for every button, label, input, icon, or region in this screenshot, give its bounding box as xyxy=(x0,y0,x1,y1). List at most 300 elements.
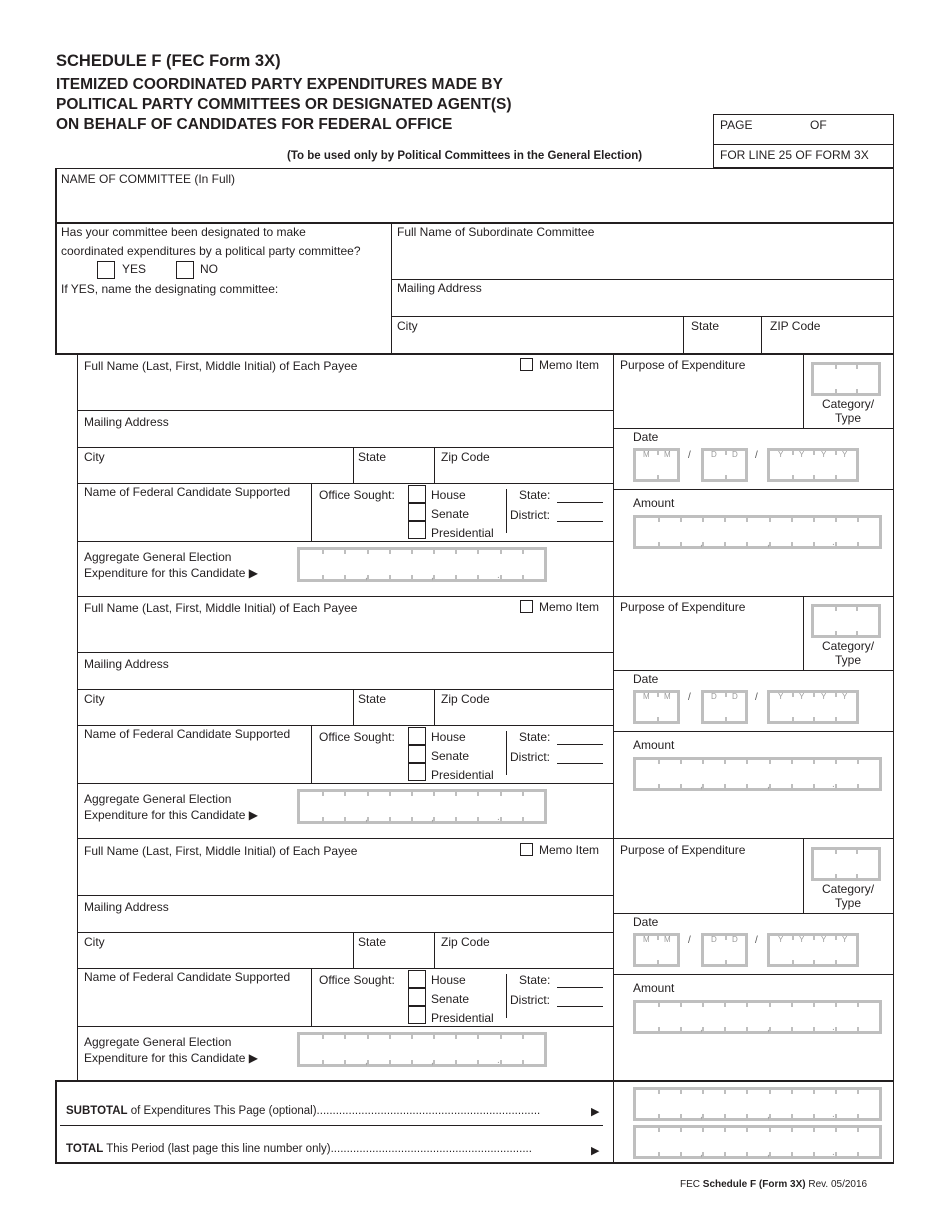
digit-tick xyxy=(835,1114,837,1119)
rule-line xyxy=(77,783,614,784)
digit-tick xyxy=(835,960,837,965)
digit-tick xyxy=(724,759,726,764)
digit-tick xyxy=(367,791,369,796)
house-label: House xyxy=(431,730,466,744)
comma-mark: , xyxy=(431,813,434,824)
digit-tick xyxy=(658,784,660,789)
digit-tick xyxy=(835,1152,837,1157)
category-label: Category/ xyxy=(822,639,875,653)
digit-tick xyxy=(813,1089,815,1094)
date-glyph: D xyxy=(732,692,738,701)
date-glyph: Y xyxy=(799,450,805,459)
subtotal-label: SUBTOTAL of Expenditures This Page (optional)...................................................................... xyxy=(66,1105,541,1117)
presidential-label: Presidential xyxy=(431,1011,494,1025)
comma-mark: , xyxy=(700,538,703,549)
entry-block xyxy=(0,242,950,824)
comma-mark: , xyxy=(767,1023,770,1034)
date-glyph: M xyxy=(643,692,650,701)
candidate-district-field[interactable] xyxy=(557,763,603,764)
digit-tick xyxy=(658,1089,660,1094)
decimal-mark: . xyxy=(497,812,500,823)
purpose-label: Purpose of Expenditure xyxy=(620,843,746,857)
memo-item-label: Memo Item xyxy=(539,600,600,614)
payee-city-label: City xyxy=(84,935,105,949)
digit-tick xyxy=(411,1034,413,1039)
payee-zip-label: Zip Code xyxy=(441,450,490,464)
digit-tick xyxy=(680,1114,682,1119)
digit-tick xyxy=(813,784,815,789)
aggregate-amount-box[interactable] xyxy=(297,789,547,824)
rule-line xyxy=(311,725,312,783)
digit-tick xyxy=(791,759,793,764)
digit-tick xyxy=(792,960,794,965)
digit-tick xyxy=(658,1127,660,1132)
senate-checkbox[interactable] xyxy=(408,745,426,763)
date-label: Date xyxy=(633,915,659,929)
date-glyph: Y xyxy=(778,692,784,701)
payee-state-label: State xyxy=(358,450,387,464)
yes-label: YES xyxy=(122,262,147,276)
digit-tick xyxy=(500,817,502,822)
digit-tick xyxy=(658,1002,660,1007)
digit-tick xyxy=(813,1027,815,1032)
digit-tick xyxy=(680,784,682,789)
form-subtitle-line-1: ITEMIZED COORDINATED PARTY EXPENDITURES MADE BY xyxy=(56,76,503,93)
rule-line xyxy=(77,838,894,839)
digit-tick xyxy=(477,791,479,796)
usage-note: (To be used only by Political Committees in the General Election) xyxy=(287,150,643,162)
rule-line xyxy=(506,974,507,1018)
digit-tick xyxy=(724,1152,726,1157)
committee-name-label: NAME OF COMMITTEE (In Full) xyxy=(61,172,235,186)
digit-tick xyxy=(746,1114,748,1119)
memo-item-label: Memo Item xyxy=(539,843,600,857)
digit-tick xyxy=(724,784,726,789)
form-footer: FEC Schedule F (Form 3X) Rev. 05/2016 xyxy=(680,1179,868,1190)
page-label: PAGE xyxy=(720,118,753,132)
aggregate-label-line-2: Expenditure for this Candidate ▶ xyxy=(84,566,258,580)
house-checkbox[interactable] xyxy=(408,970,426,988)
digit-tick xyxy=(658,1114,660,1119)
digit-tick xyxy=(367,1034,369,1039)
digit-tick xyxy=(746,1127,748,1132)
digit-tick xyxy=(791,1127,793,1132)
payee-name-label: Full Name (Last, First, Middle Initial) of Each Payee xyxy=(84,844,358,858)
digit-tick xyxy=(835,784,837,789)
digit-tick xyxy=(477,1034,479,1039)
digit-tick xyxy=(522,1060,524,1065)
comma-mark: , xyxy=(431,571,434,582)
date-glyph: Y xyxy=(821,935,827,944)
comma-mark: , xyxy=(700,1110,703,1121)
designated-question-2: coordinated expenditures by a political party committee? xyxy=(61,244,361,258)
rule-line xyxy=(311,968,312,1026)
decimal-mark: . xyxy=(832,537,835,548)
date-separator: / xyxy=(688,450,691,461)
digit-tick xyxy=(389,1060,391,1065)
subordinate-committee-label: Full Name of Subordinate Committee xyxy=(397,225,595,239)
payee-mailing-label: Mailing Address xyxy=(84,900,169,914)
amount-label: Amount xyxy=(633,981,675,995)
digit-tick xyxy=(724,1114,726,1119)
digit-tick xyxy=(724,1089,726,1094)
digit-tick xyxy=(813,1002,815,1007)
aggregate-label-line-1: Aggregate General Election xyxy=(84,1035,232,1049)
digit-tick xyxy=(389,791,391,796)
decimal-mark: . xyxy=(497,1055,500,1066)
senate-label: Senate xyxy=(431,749,470,763)
digit-tick xyxy=(725,935,727,940)
digit-tick xyxy=(857,1027,859,1032)
digit-tick xyxy=(500,791,502,796)
digit-tick xyxy=(657,935,659,940)
office-sought-label: Office Sought: xyxy=(319,730,395,744)
digit-tick xyxy=(455,791,457,796)
payee-state-label: State xyxy=(358,692,387,706)
digit-tick xyxy=(702,759,704,764)
form-subtitle-line-2: POLITICAL PARTY COMMITTEES OR DESIGNATED AGENT(S) xyxy=(56,96,512,113)
rule-line xyxy=(613,731,894,732)
type-label: Type xyxy=(835,411,862,425)
subtotal-amount-box[interactable] xyxy=(633,1087,882,1121)
rule-line xyxy=(506,731,507,775)
rule-line xyxy=(613,974,894,975)
date-label: Date xyxy=(633,672,659,686)
date-glyph: Y xyxy=(778,450,784,459)
memo-item-label: Memo Item xyxy=(539,358,600,372)
payee-city-label: City xyxy=(84,450,105,464)
house-label: House xyxy=(431,488,466,502)
payee-state-label: State xyxy=(358,935,387,949)
digit-tick xyxy=(344,817,346,822)
digit-tick xyxy=(769,1002,771,1007)
date-glyph: M xyxy=(643,935,650,944)
designating-committee-label: If YES, name the designating committee: xyxy=(61,282,279,296)
date-year-box[interactable] xyxy=(767,933,859,967)
digit-tick xyxy=(857,1114,859,1119)
subtotal-arrow-icon: ▶ xyxy=(591,1106,600,1118)
digit-tick xyxy=(500,1060,502,1065)
date-glyph: Y xyxy=(842,935,848,944)
total-amount-box[interactable] xyxy=(633,1125,882,1159)
committee-mailing-label: Mailing Address xyxy=(397,281,482,295)
candidate-name-label: Name of Federal Candidate Supported xyxy=(84,727,291,741)
date-glyph: D xyxy=(732,450,738,459)
date-separator: / xyxy=(688,935,691,946)
candidate-district-field[interactable] xyxy=(557,1006,603,1007)
decimal-mark: . xyxy=(832,1147,835,1158)
rule-line xyxy=(77,895,614,896)
digit-tick xyxy=(746,784,748,789)
type-label: Type xyxy=(835,653,862,667)
digit-tick xyxy=(724,1027,726,1032)
rule-line xyxy=(77,1026,614,1027)
digit-tick xyxy=(857,784,859,789)
office-sought-label: Office Sought: xyxy=(319,488,395,502)
digit-tick xyxy=(344,1060,346,1065)
candidate-state-label: State: xyxy=(519,973,551,987)
digit-tick xyxy=(746,1089,748,1094)
digit-tick xyxy=(856,874,858,879)
comma-mark: , xyxy=(365,571,368,582)
digit-tick xyxy=(411,817,413,822)
digit-tick xyxy=(791,1152,793,1157)
candidate-district-label: District: xyxy=(510,508,550,522)
digit-tick xyxy=(658,1027,660,1032)
digit-tick xyxy=(791,784,793,789)
candidate-name-label: Name of Federal Candidate Supported xyxy=(84,485,291,499)
payee-zip-label: Zip Code xyxy=(441,692,490,706)
digit-tick xyxy=(522,791,524,796)
digit-tick xyxy=(835,849,837,854)
digit-tick xyxy=(702,1089,704,1094)
date-month-box[interactable] xyxy=(633,933,680,967)
digit-tick xyxy=(835,1127,837,1132)
payee-mailing-label: Mailing Address xyxy=(84,415,169,429)
office-sought-label: Office Sought: xyxy=(319,973,395,987)
date-separator: / xyxy=(755,935,758,946)
digit-tick xyxy=(813,1114,815,1119)
digit-tick xyxy=(725,960,727,965)
digit-tick xyxy=(835,874,837,879)
date-glyph: Y xyxy=(842,450,848,459)
digit-tick xyxy=(769,1089,771,1094)
date-separator: / xyxy=(755,450,758,461)
comma-mark: , xyxy=(365,813,368,824)
payee-name-label: Full Name (Last, First, Middle Initial) of Each Payee xyxy=(84,601,358,615)
digit-tick xyxy=(856,849,858,854)
comma-mark: , xyxy=(700,1023,703,1034)
digit-tick xyxy=(455,1034,457,1039)
form-subtitle-line-3: ON BEHALF OF CANDIDATES FOR FEDERAL OFFICE xyxy=(56,116,453,133)
comma-mark: , xyxy=(700,1148,703,1159)
comma-mark: , xyxy=(767,1110,770,1121)
digit-tick xyxy=(411,791,413,796)
digit-tick xyxy=(433,1034,435,1039)
date-separator: / xyxy=(755,692,758,703)
payee-mailing-label: Mailing Address xyxy=(84,657,169,671)
presidential-checkbox[interactable] xyxy=(408,1006,426,1024)
digit-tick xyxy=(322,791,324,796)
digit-tick xyxy=(477,817,479,822)
rule-line xyxy=(434,932,435,968)
amount-box[interactable] xyxy=(633,757,882,791)
candidate-district-label: District: xyxy=(510,750,550,764)
category-type-box[interactable] xyxy=(811,847,881,881)
candidate-state-label: State: xyxy=(519,488,551,502)
amount-label: Amount xyxy=(633,738,675,752)
date-glyph: Y xyxy=(778,935,784,944)
digit-tick xyxy=(322,1060,324,1065)
digit-tick xyxy=(680,1002,682,1007)
purpose-label: Purpose of Expenditure xyxy=(620,358,746,372)
digit-tick xyxy=(792,935,794,940)
digit-tick xyxy=(433,791,435,796)
comma-mark: , xyxy=(365,1056,368,1067)
presidential-label: Presidential xyxy=(431,768,494,782)
digit-tick xyxy=(724,1127,726,1132)
digit-tick xyxy=(813,960,815,965)
date-glyph: M xyxy=(664,935,671,944)
aggregate-label-line-1: Aggregate General Election xyxy=(84,550,232,564)
digit-tick xyxy=(835,1089,837,1094)
candidate-state-label: State: xyxy=(519,730,551,744)
date-label: Date xyxy=(633,430,659,444)
aggregate-label-line-2: Expenditure for this Candidate ▶ xyxy=(84,1051,258,1065)
date-glyph: Y xyxy=(799,692,805,701)
amount-box[interactable] xyxy=(633,1000,882,1034)
digit-tick xyxy=(411,1060,413,1065)
comma-mark: , xyxy=(431,1056,434,1067)
digit-tick xyxy=(344,791,346,796)
digit-tick xyxy=(522,1034,524,1039)
date-glyph: D xyxy=(711,692,717,701)
date-glyph: Y xyxy=(821,450,827,459)
date-glyph: M xyxy=(664,692,671,701)
date-glyph: Y xyxy=(799,935,805,944)
of-label: OF xyxy=(810,118,827,132)
digit-tick xyxy=(746,759,748,764)
total-arrow-icon: ▶ xyxy=(591,1145,600,1157)
designated-question-1: Has your committee been designated to make xyxy=(61,225,306,239)
digit-tick xyxy=(344,1034,346,1039)
decimal-mark: . xyxy=(497,570,500,581)
committee-state-label: State xyxy=(691,319,720,333)
digit-tick xyxy=(680,1089,682,1094)
senate-checkbox[interactable] xyxy=(408,988,426,1006)
presidential-checkbox[interactable] xyxy=(408,763,426,781)
candidate-name-label: Name of Federal Candidate Supported xyxy=(84,970,291,984)
comma-mark: , xyxy=(700,780,703,791)
digit-tick xyxy=(769,759,771,764)
house-checkbox[interactable] xyxy=(408,727,426,745)
payee-name-label: Full Name (Last, First, Middle Initial) of Each Payee xyxy=(84,359,358,373)
form-title: SCHEDULE F (FEC Form 3X) xyxy=(56,52,281,70)
memo-item-checkbox[interactable] xyxy=(520,843,533,856)
rule-line xyxy=(353,932,354,968)
candidate-district-label: District: xyxy=(510,993,550,1007)
date-glyph: M xyxy=(664,450,671,459)
date-glyph: D xyxy=(711,450,717,459)
digit-tick xyxy=(522,817,524,822)
date-day-box[interactable] xyxy=(701,933,748,967)
digit-tick xyxy=(455,817,457,822)
digit-tick xyxy=(791,1027,793,1032)
digit-tick xyxy=(813,759,815,764)
digit-tick xyxy=(702,1127,704,1132)
comma-mark: , xyxy=(767,538,770,549)
payee-name-field[interactable] xyxy=(84,861,604,891)
digit-tick xyxy=(477,1060,479,1065)
digit-tick xyxy=(857,1089,859,1094)
digit-tick xyxy=(389,1034,391,1039)
aggregate-amount-box[interactable] xyxy=(297,1032,547,1067)
aggregate-label-line-2: Expenditure for this Candidate ▶ xyxy=(84,808,258,822)
digit-tick xyxy=(455,1060,457,1065)
digit-tick xyxy=(813,935,815,940)
digit-tick xyxy=(322,1034,324,1039)
digit-tick xyxy=(746,1152,748,1157)
digit-tick xyxy=(658,1152,660,1157)
digit-tick xyxy=(500,1034,502,1039)
category-label: Category/ xyxy=(822,397,875,411)
committee-city-label: City xyxy=(397,319,418,333)
digit-tick xyxy=(857,1002,859,1007)
comma-mark: , xyxy=(767,780,770,791)
decimal-mark: . xyxy=(832,1022,835,1033)
digit-tick xyxy=(769,1127,771,1132)
date-glyph: D xyxy=(732,935,738,944)
senate-label: Senate xyxy=(431,507,470,521)
digit-tick xyxy=(857,1127,859,1132)
rule-line xyxy=(77,968,614,969)
digit-tick xyxy=(857,759,859,764)
digit-tick xyxy=(791,1114,793,1119)
digit-tick xyxy=(857,1152,859,1157)
digit-tick xyxy=(835,1027,837,1032)
date-separator: / xyxy=(688,692,691,703)
digit-tick xyxy=(813,1152,815,1157)
digit-tick xyxy=(680,1027,682,1032)
no-label: NO xyxy=(200,262,218,276)
senate-label: Senate xyxy=(431,992,470,1006)
digit-tick xyxy=(658,759,660,764)
rule-line xyxy=(613,913,894,914)
decimal-mark: . xyxy=(832,1109,835,1120)
presidential-label: Presidential xyxy=(431,526,494,540)
digit-tick xyxy=(791,1002,793,1007)
payee-city-label: City xyxy=(84,692,105,706)
digit-tick xyxy=(389,817,391,822)
digit-tick xyxy=(724,1002,726,1007)
rule-line xyxy=(77,932,614,933)
digit-tick xyxy=(835,759,837,764)
digit-tick xyxy=(680,1152,682,1157)
aggregate-label-line-1: Aggregate General Election xyxy=(84,792,232,806)
comma-mark: , xyxy=(767,1148,770,1159)
entry-block xyxy=(0,485,950,1067)
date-glyph: Y xyxy=(821,692,827,701)
type-label: Type xyxy=(835,896,862,910)
date-glyph: Y xyxy=(842,692,848,701)
digit-tick xyxy=(746,1027,748,1032)
digit-tick xyxy=(835,935,837,940)
digit-tick xyxy=(835,1002,837,1007)
payee-zip-label: Zip Code xyxy=(441,935,490,949)
digit-tick xyxy=(657,960,659,965)
category-label: Category/ xyxy=(822,882,875,896)
digit-tick xyxy=(702,1002,704,1007)
purpose-label: Purpose of Expenditure xyxy=(620,600,746,614)
house-label: House xyxy=(431,973,466,987)
amount-label: Amount xyxy=(633,496,675,510)
total-label: TOTAL This Period (last page this line number only)............................................................... xyxy=(66,1143,532,1155)
digit-tick xyxy=(746,1002,748,1007)
date-glyph: M xyxy=(643,450,650,459)
date-glyph: D xyxy=(711,935,717,944)
digit-tick xyxy=(680,759,682,764)
candidate-state-field[interactable] xyxy=(557,744,603,745)
decimal-mark: . xyxy=(832,779,835,790)
line-reference: FOR LINE 25 OF FORM 3X xyxy=(720,148,869,162)
digit-tick xyxy=(791,1089,793,1094)
digit-tick xyxy=(322,817,324,822)
digit-tick xyxy=(813,1127,815,1132)
candidate-state-field[interactable] xyxy=(557,987,603,988)
committee-zip-label: ZIP Code xyxy=(770,319,821,333)
purpose-field[interactable] xyxy=(620,861,798,909)
digit-tick xyxy=(680,1127,682,1132)
